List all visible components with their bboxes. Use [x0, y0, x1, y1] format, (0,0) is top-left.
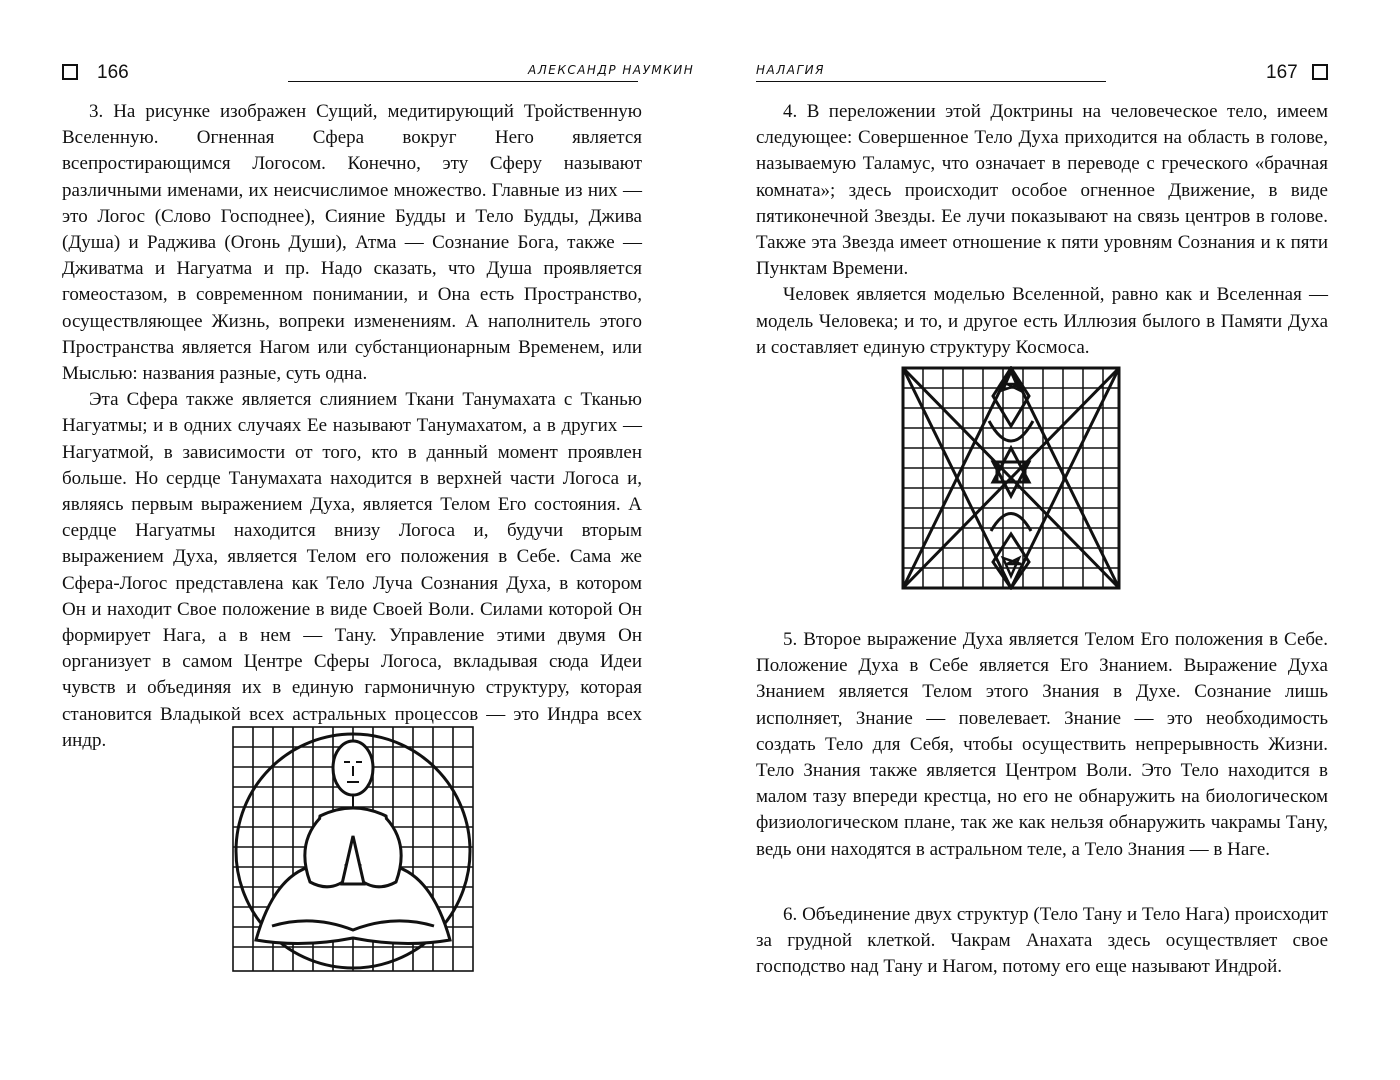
paragraph-human-model: Человек является моделью Вселенной, равно как и Вселенная — модель Человека; и то, и другое есть Иллюзия былого в Памяти Духа и составляет единую структуру Космоса.: [756, 284, 1328, 358]
right-body-text-bottom: [756, 902, 1328, 981]
paragraph-5: 5. Второе выражение Духа является Телом Его положения в Себе. Положение Духа в Себе является Его Знанием. Выражение Духа Знанием является Телом этого Знания в Духе. Сознание лишь исполняет, Знание — повелевает. Знание — это необходимость создать Тело для Себя, чтобы осуществить непрерывность Жизни. Тело Знания также является Центром Воли. Это Тело находится в малом тазу впереди крестца, но его не обнаружить на биологическом физиологическом плане, так же как нельзя обнаружить чакрамы Тану, ведь они находятся в астральном теле, а Тело Знания — в Наге.: [756, 629, 1328, 860]
left-page-number: 166: [97, 62, 129, 83]
paragraph-3: 3. На рисунке изображен Сущий, медитирующий Тройственную Вселенную. Огненная Сфера вокруг Него является всепростирающимся Логосом. Конечно, эту Сферу называют различными именами, их неисчислимое множество. Главные из них — это Логос (Слово Господнее), Сияние Будды и Тело Будды, Джива (Душа) и Раджива (Огонь Души), Атма — Сознание Бога, также — Дживатма и Нагуатма и пр. Надо сказать, что Душа проявляется гомеостазом, в современном понимании, и Она есть Пространство, осуществляющее Жизнь, вопреки изменениям. А наполнитель этого Пространства является Нагом или субстанционарным Временем, или Мыслью: названия разные, суть одна.: [62, 101, 642, 385]
paragraph-sphere: Эта Сфера также является слиянием Ткани Танумахата с Тканью Нагуатмы; и в одних случаях Ее называют Танумахатом, а в других — Нагуатмой, в зависимости от того, кто в данный момент проявлен больше. Но сердце Танумахата находится в верхней части Логоса и, являясь первым выражением Духа, является Телом Его состояния. А сердце Нагуатмы находится внизу Логоса и, будучи вторым выражением Духа, является Телом его положения в Себе. Сама же Сфера-Логос представлена как Тело Луча Сознания Духа, в котором Он и находит Свое положение в виде Своей Воли. Силами которой Он формирует Нага, а в нем — Тану. Управление этими двумя Он организует в самом Центре Сферы Логоса, вкладывая сюда Идеи чувств и объединяя их в единую гармоничную структуру, которая становится Владыкой всех астральных процессов — это Индра всех индр.: [62, 389, 642, 751]
paragraph-4: 4. В переложении этой Доктрины на человеческое тело, имеем следующее: Совершенное Тело Духа приходится на область в голове, называемую Таламус, что означает в переводе с греческого «брачная комната»; здесь происходит особое огненное Движение, в виде пятиконечной Звезды. Ее лучи показывают на связь центров в голове. Также эта Звезда имеет отношение к пяти уровням Сознания и к пяти Пунктам Времени.: [756, 101, 1328, 280]
running-head-title: НАЛАГИЯ: [756, 63, 825, 77]
right-page-number: 167: [1266, 62, 1298, 83]
meditating-figure-illustration: [232, 726, 474, 972]
right-page: [700, 0, 1400, 1080]
page-marker-square: [1312, 64, 1328, 80]
header-rule: [288, 81, 638, 82]
header-rule: [756, 81, 1106, 82]
left-body-text: [62, 99, 642, 754]
paragraph-6: 6. Объединение двух структур (Тело Тану и Тело Нага) происходит за грудной клеткой. Чакрам Анахата здесь осуществляет свое господство над Тану и Нагом, потому его еще называют Индрой.: [756, 904, 1328, 978]
running-head-author: АЛЕКСАНДР НАУМКИН: [528, 63, 695, 77]
page-marker-square: [62, 64, 78, 80]
right-body-text-top: [756, 99, 1328, 361]
star-grid-diagram: [901, 366, 1121, 590]
right-body-text-middle: [756, 627, 1328, 863]
